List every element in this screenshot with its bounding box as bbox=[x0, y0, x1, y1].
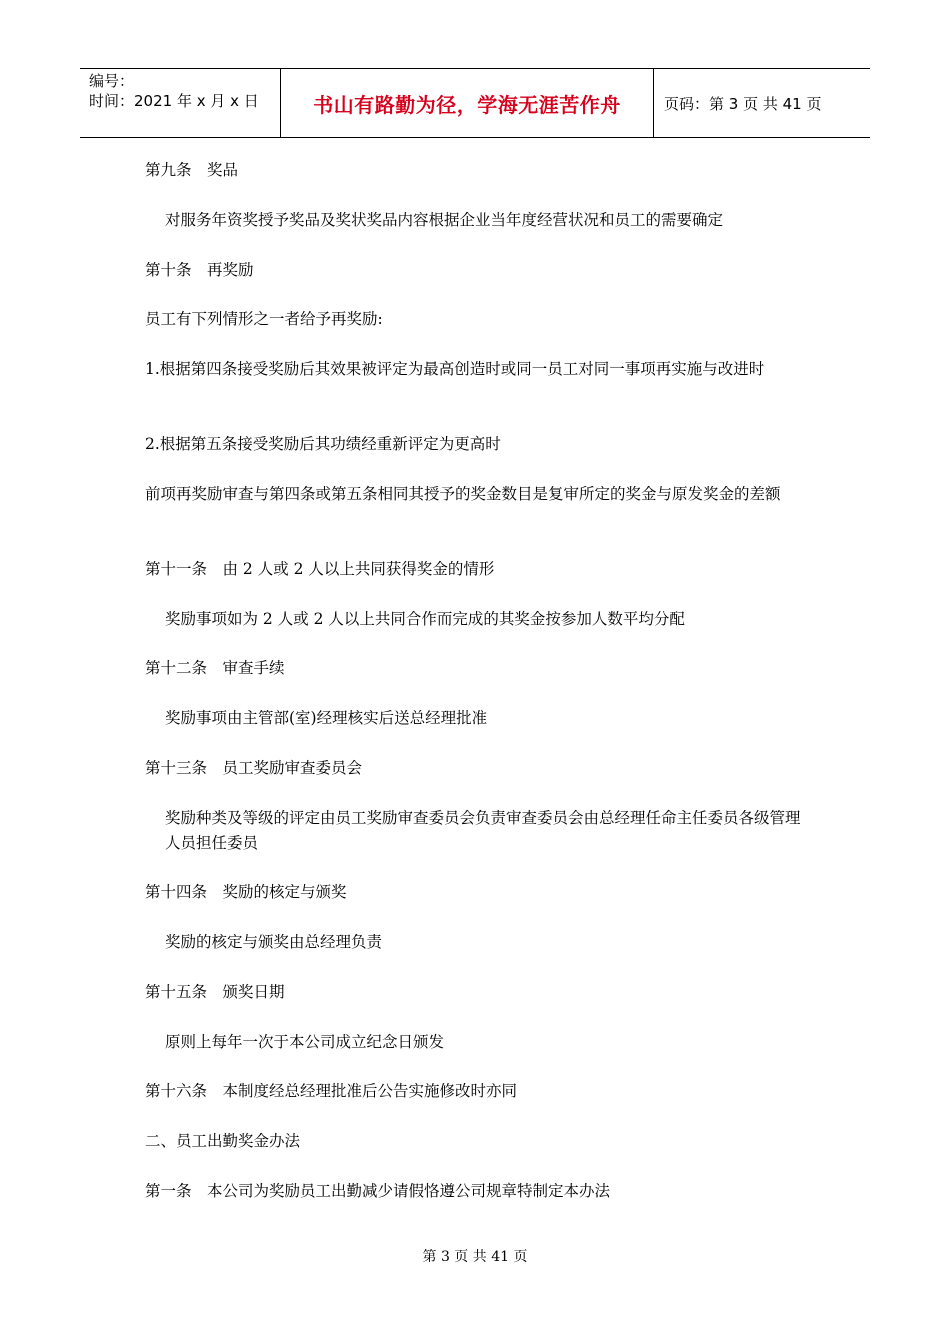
paragraph: 员工有下列情形之一者给予再奖励: bbox=[145, 310, 383, 328]
header-meta bbox=[80, 69, 281, 137]
paragraph: 第十二条 审查手续 bbox=[145, 659, 285, 677]
paragraph: 二、员工出勤奖金办法 bbox=[145, 1132, 301, 1150]
paragraph: 第十四条 奖励的核定与颁奖 bbox=[145, 883, 347, 901]
paragraph: 奖励的核定与颁奖由总经理负责 bbox=[165, 933, 383, 951]
paragraph: 奖励事项由主管部(室)经理核实后送总经理批准 bbox=[165, 709, 488, 727]
paragraph: 第十五条 颁奖日期 bbox=[145, 983, 285, 1001]
paragraph: 1.根据第四条接受奖励后其效果被评定为最高创造时或同一员工对同一事项再实施与改进时 bbox=[145, 360, 765, 378]
document-date: 时间：2021 年 x 月 x 日 bbox=[89, 92, 259, 110]
paragraph: 原则上每年一次于本公司成立纪念日颁发 bbox=[165, 1033, 445, 1051]
paragraph: 第一条 本公司为奖励员工出勤减少请假恪遵公司规章特制定本办法 bbox=[145, 1182, 611, 1200]
page-footer: 第 3 页 共 41 页 bbox=[422, 1249, 528, 1265]
header-page-info: 页码：第 3 页 共 41 页 bbox=[664, 94, 822, 113]
paragraph: 前项再奖励审查与第四条或第五条相同其授予的奖金数目是复审所定的奖金与原发奖金的差额 bbox=[145, 485, 781, 503]
paragraph: 对服务年资奖授予奖品及奖状奖品内容根据企业当年度经营状况和员工的需要确定 bbox=[165, 211, 724, 229]
paragraph: 第十一条 由 2 人或 2 人以上共同获得奖金的情形 bbox=[145, 560, 495, 578]
document-number-label: 编号： bbox=[89, 72, 135, 90]
page-header bbox=[80, 68, 870, 138]
paragraph: 第十六条 本制度经总经理批准后公告实施修改时亦同 bbox=[145, 1082, 518, 1100]
paragraph: 第九条 奖品 bbox=[145, 161, 239, 179]
paragraph: 第十条 再奖励 bbox=[145, 261, 254, 279]
header-motto: 书山有路勤为径，学海无涯苦作舟 bbox=[281, 69, 654, 137]
paragraph: 奖励种类及等级的评定由员工奖励审查委员会负责审查委员会由总经理任命主任委员各级管理人员担任委员 bbox=[165, 809, 801, 852]
paragraph: 2.根据第五条接受奖励后其功绩经重新评定为更高时 bbox=[145, 435, 501, 453]
paragraph: 第十三条 员工奖励审查委员会 bbox=[145, 759, 363, 777]
paragraph: 奖励事项如为 2 人或 2 人以上共同合作而完成的其奖金按参加人数平均分配 bbox=[165, 610, 685, 628]
